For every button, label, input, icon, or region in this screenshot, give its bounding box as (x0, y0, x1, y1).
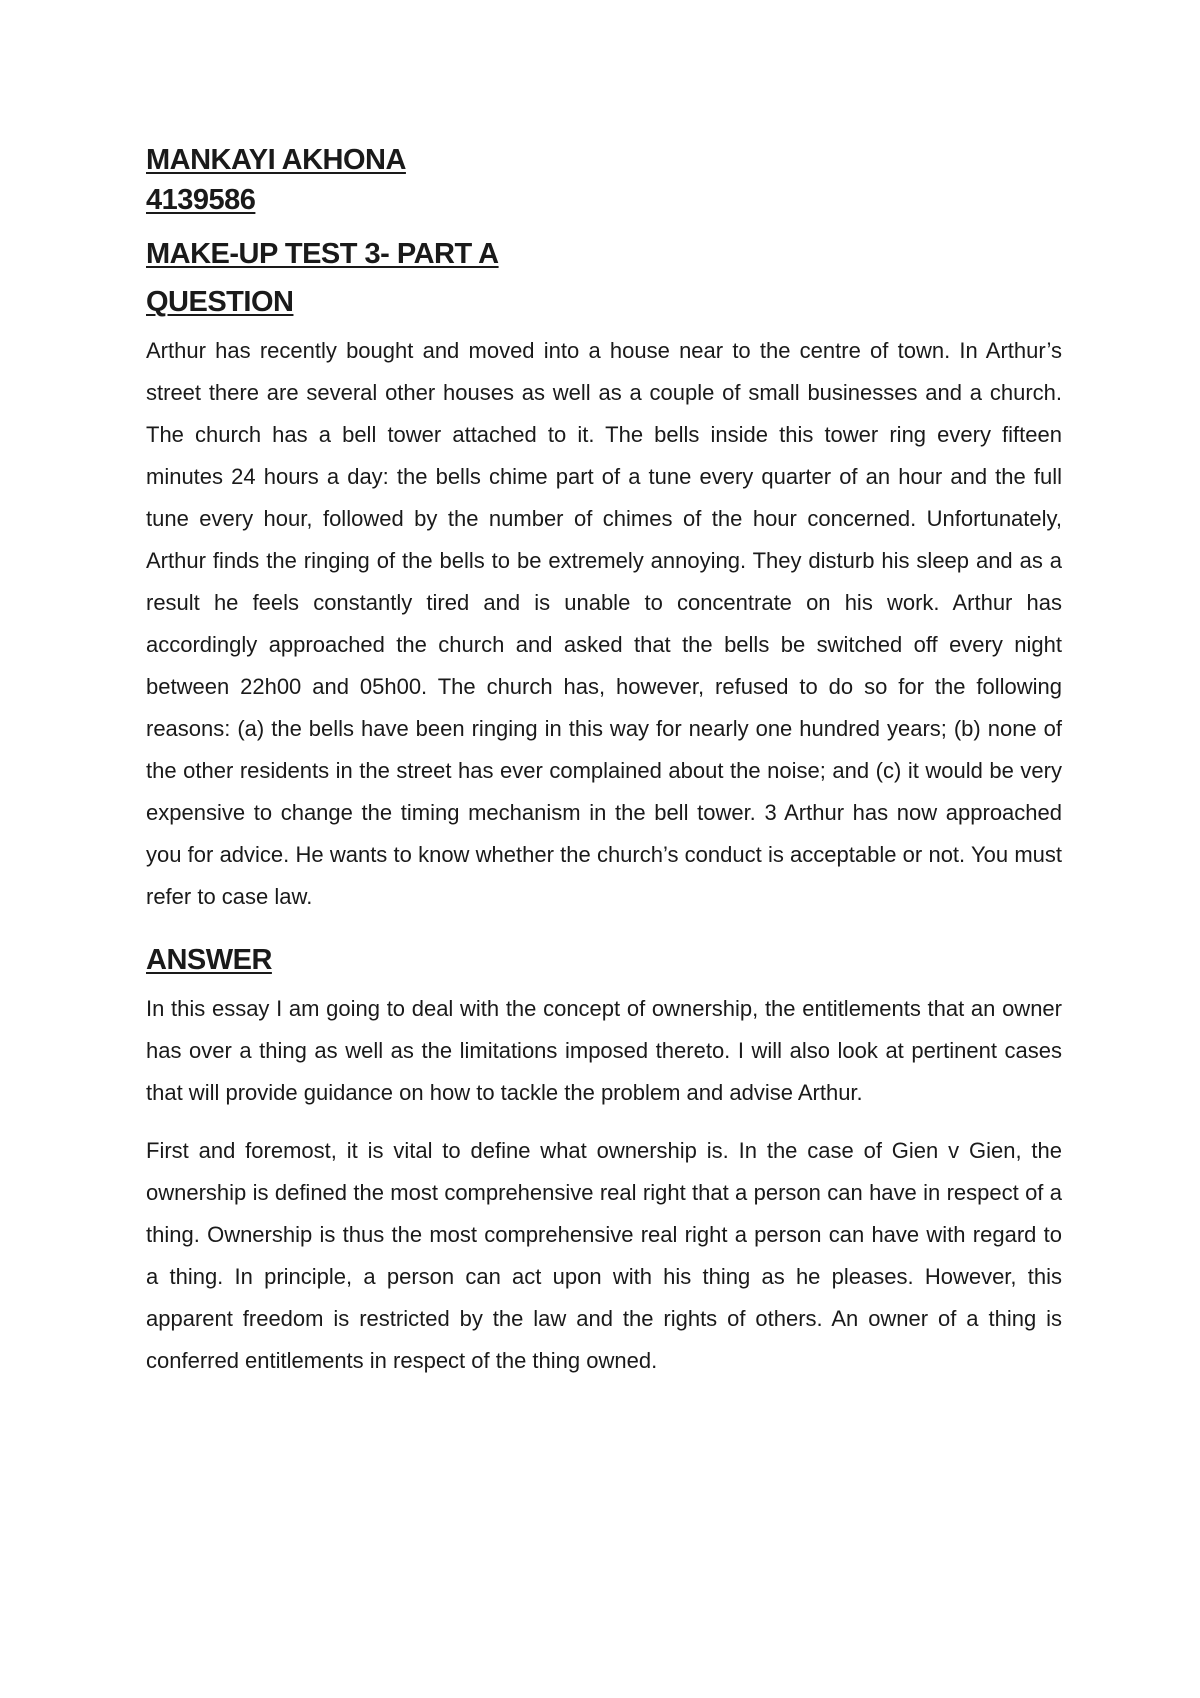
student-number: 4139586 (146, 184, 256, 216)
answer-heading: ANSWER (146, 944, 272, 976)
answer-paragraph-2: First and foremost, it is vital to define what ownership is. In the case of Gien v Gien, the ownership is defined the most comprehensive real right that a person can have in respect of a thing. Ownership is thus the most comprehensive real right a person can have with regard to a thing. In principle, a person can act upon with his thing as he pleases. However, this apparent freedom is restricted by the law and the rights of others. An owner of a thing is conferred entitlements in respect of the thing owned. (146, 1138, 1062, 1373)
test-title: MAKE-UP TEST 3- PART A (146, 238, 499, 270)
answer-paragraph-1: In this essay I am going to deal with the concept of ownership, the entitlements that an owner has over a thing as well as the limitations imposed thereto. I will also look at pertinent cases that will provide guidance on how to tackle the problem and advise Arthur. (146, 996, 1062, 1105)
question-text: Arthur has recently bought and moved into a house near to the centre of town. In Arthur’s street there are several other houses as well as a couple of small businesses and a church. The church has a bell tower attached to it. The bells inside this tower ring every fifteen minutes 24 hours a day: the bells chime part of a tune every quarter of an hour and the full tune every hour, followed by the number of chimes of the hour concerned. Unfortunately, Arthur finds the ringing of the bells to be extremely annoying. They disturb his sleep and as a result he feels constantly tired and is unable to concentrate on his work. Arthur has accordingly approached the church and asked that the bells be switched off every night between 22h00 and 05h00. The church has, however, refused to do so for the following reasons: (a) the bells have been ringing in this way for nearly one hundred years; (b) none of the other residents in the street has ever complained about the noise; and (c) it would be very expensive to change the timing mechanism in the bell tower. 3 Arthur has now approached you for advice. He wants to know whether the church’s conduct is acceptable or not. You must refer to case law. (146, 338, 1062, 909)
question-heading: QUESTION (146, 286, 294, 318)
document-page (146, 140, 1062, 1382)
author-name: MANKAYI AKHONA (146, 144, 406, 176)
